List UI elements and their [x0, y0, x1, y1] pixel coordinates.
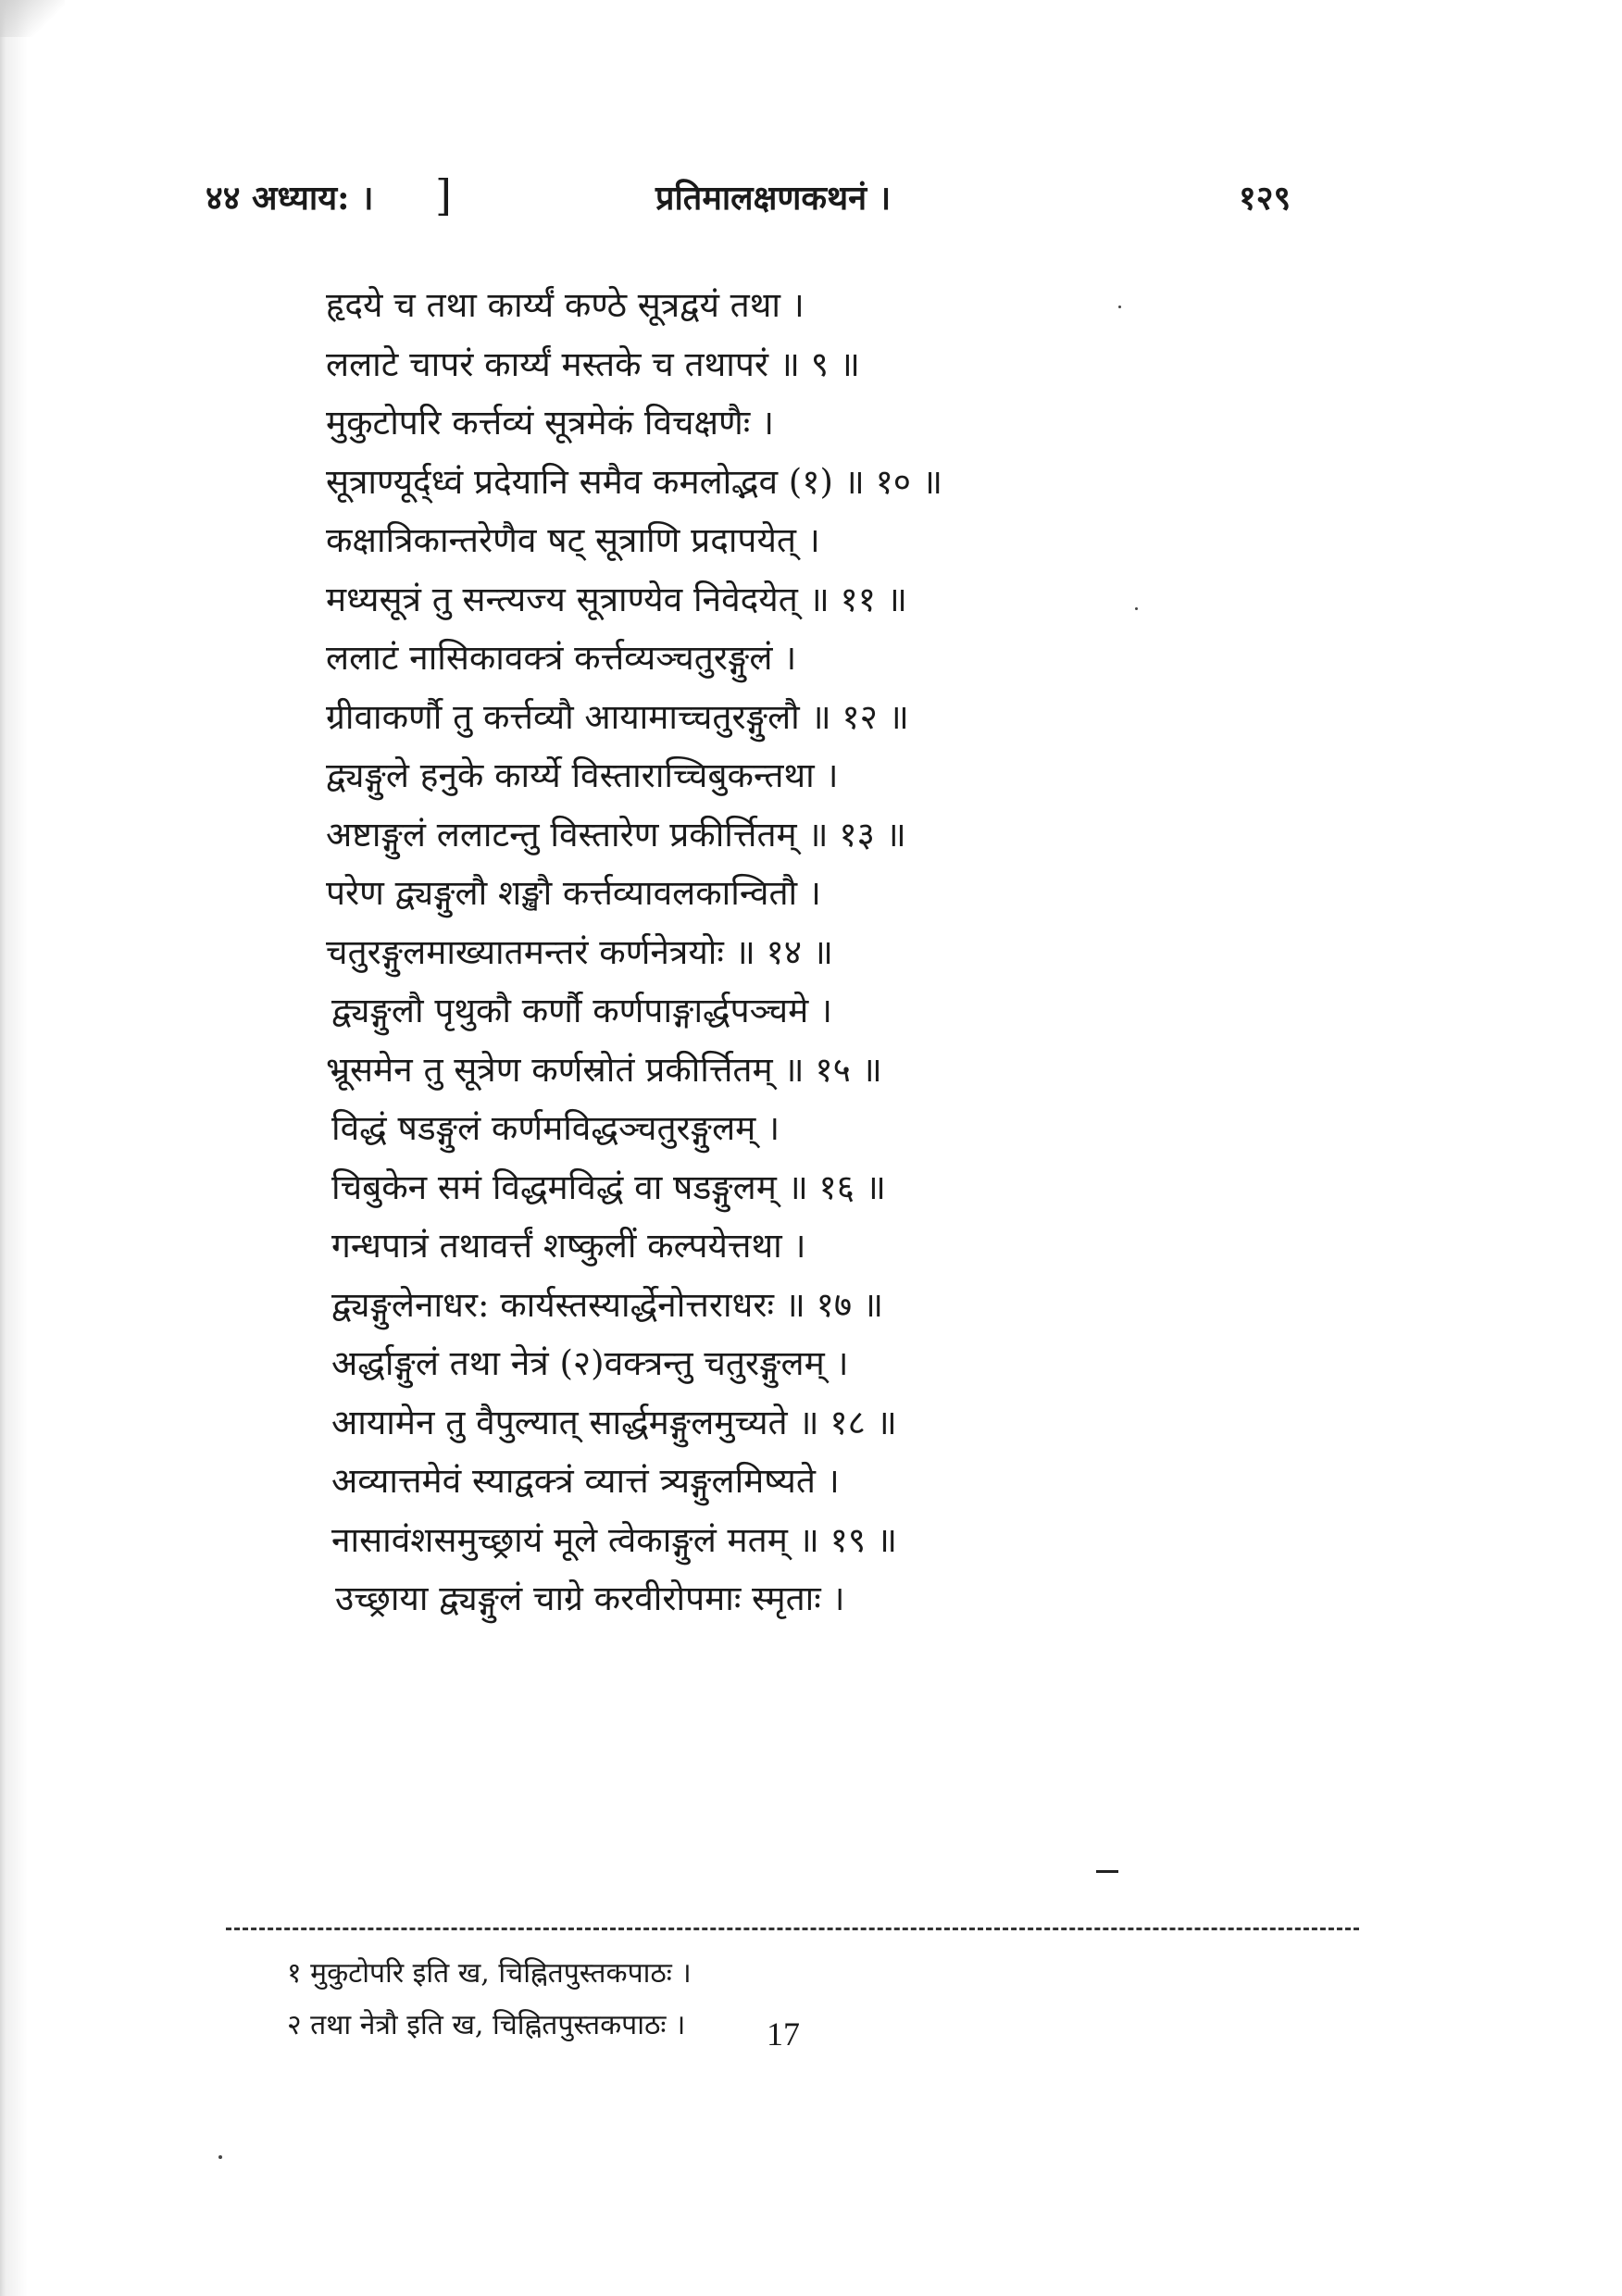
verse-line: आयामेन तु वैपुल्यात् सार्द्धमङ्गुलमुच्यते ॥ १८ ॥: [331, 1402, 897, 1442]
verse-line: द्व्यङ्गुलेनाधर: कार्यस्तस्यार्द्धेनोत्तराधरः ॥ १७ ॥: [331, 1284, 884, 1325]
verse-line: द्व्यङ्गुले हनुके कार्य्ये विस्ताराच्चिबुकन्तथा ।: [326, 755, 839, 795]
footnote-rule: [226, 1928, 1359, 1930]
scan-speck: [1118, 306, 1121, 308]
verse-line: उच्छ्राया द्व्यङ्गुलं चाग्रे करवीरोपमाः स्मृताः ।: [335, 1578, 845, 1618]
verse-line: हृदये च तथा कार्य्यं कण्ठे सूत्रद्वयं तथा ।: [326, 285, 805, 325]
footnote: १ मुकुटोपरि इति ख, चिह्नितपुस्तकपाठः ।: [287, 1957, 692, 1990]
verse-line: अव्यात्तमेवं स्याद्वक्त्रं व्यात्तं त्र्यङ्गुलमिष्यते ।: [331, 1461, 840, 1501]
verse-line: मध्यसूत्रं तु सन्त्यज्य सूत्राण्येव निवेदयेत् ॥ ११ ॥: [326, 579, 907, 619]
verse-line: अष्टाङ्गुलं ललाटन्तु विस्तारेण प्रकीर्त्तितम् ॥ १३ ॥: [326, 814, 906, 855]
page-title: प्रतिमालक्षणकथनं ।: [655, 179, 892, 218]
running-head: [0, 170, 1622, 230]
scan-speck: [218, 2155, 222, 2159]
verse-line: सूत्राण्यूर्द्ध्वं प्रदेयानि समैव कमलोद्भव (१) ॥ १० ॥: [326, 461, 942, 502]
verse-line: विद्धं षडङ्गुलं कर्णमविद्धञ्चतुरङ्गुलम् ।: [331, 1108, 780, 1148]
verse-line: ललाटे चापरं कार्य्यं मस्तके च तथापरं ॥ ९ ॥: [326, 343, 860, 384]
chapter-label: ४४ अध्याय: ।: [206, 179, 374, 218]
verse-line: अर्द्धाङ्गुलं तथा नेत्रं (२)वक्त्रन्तु चतुरङ्गुलम् ।: [331, 1343, 849, 1383]
page-number: 17: [767, 2015, 800, 2053]
verse-line: नासावंशसमुच्छ्रायं मूले त्वेकाङ्गुलं मतम् ॥ १९ ॥: [331, 1519, 897, 1560]
footnotes: [287, 1948, 692, 2052]
verse-line: गन्धपात्रं तथावर्त्तं शष्कुलीं कल्पयेत्तथा ।: [331, 1226, 806, 1266]
verse-line: द्व्यङ्गुलौ पृथुकौ कर्णौ कर्णपाङ्गार्द्धपञ्चमे ।: [331, 991, 833, 1030]
verse-line: ग्रीवाकर्णौ तु कर्त्तव्यौ आयामाच्चतुरङ्गुलौ ॥ १२ ॥: [326, 696, 909, 737]
end-dash: [1096, 1870, 1118, 1873]
scan-binding-edge: [0, 0, 31, 2296]
verse-line: चतुरङ्गुलमाख्यातमन्तरं कर्णनेत्रयोः ॥ १४ ॥: [326, 931, 833, 972]
scan-corner-shadow: [0, 0, 65, 37]
header-bracket: ]: [435, 170, 452, 220]
verse-line: चिबुकेन समं विद्धमविद्धं वा षडङ्गुलम् ॥ १६ ॥: [331, 1167, 886, 1207]
verse-line: भ्रूसमेन तु सूत्रेण कर्णस्रोतं प्रकीर्त्तितम् ॥ १५ ॥: [326, 1049, 882, 1090]
header-page-number: १२९: [1239, 179, 1291, 218]
verse-line: परेण द्व्यङ्गुलौ शङ्खौ कर्त्तव्यावलकान्वितौ ।: [326, 873, 821, 913]
footnote: २ तथा नेत्रौ इति ख, चिह्नितपुस्तकपाठः ।: [287, 2009, 686, 2041]
verse-line: मुकुटोपरि कर्त्तव्यं सूत्रमेकं विचक्षणैः ।: [326, 403, 775, 443]
scan-speck: [1135, 607, 1138, 610]
verse-line: कक्षात्रिकान्तरेणैव षट् सूत्राणि प्रदापयेत् ।: [326, 520, 820, 560]
verse-block: [326, 276, 1252, 1628]
verse-line: ललाटं नासिकावक्त्रं कर्त्तव्यञ्चतुरङ्गुलं ।: [326, 638, 797, 678]
